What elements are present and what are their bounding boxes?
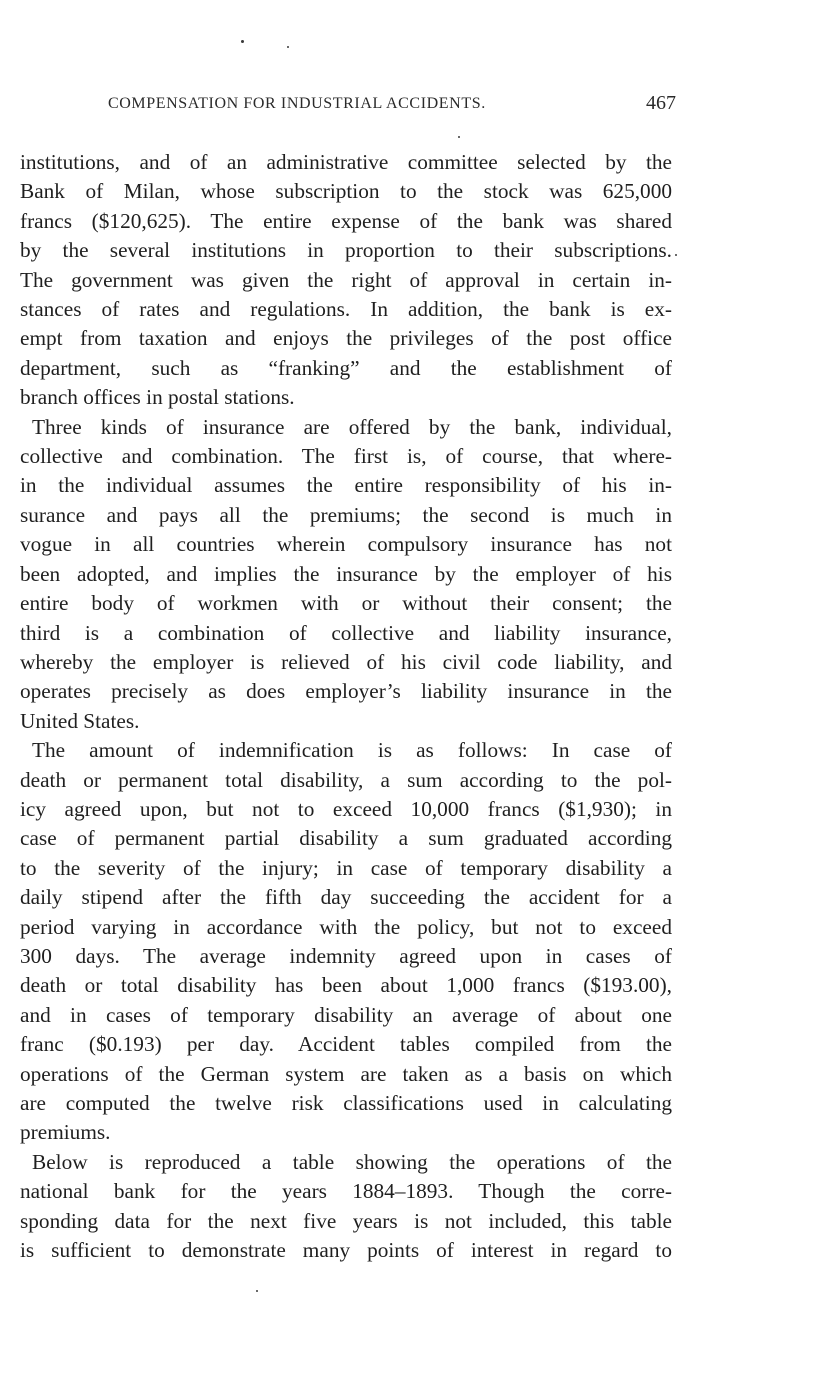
paragraph-4 (20, 1148, 672, 1266)
text-line: to the severity of the injury; in case of temporary disability a (20, 855, 672, 880)
text-line: third is a combination of collective and liability insurance, (20, 620, 672, 645)
body-text (20, 148, 672, 1265)
text-line: operations of the German system are taken as a basis on which (20, 1061, 672, 1086)
text-line: Three kinds of insurance are offered by the bank, individual, (32, 414, 672, 439)
text-line: death or permanent total disability, a sum according to the pol- (20, 767, 672, 792)
text-line: franc ($0.193) per day. Accident tables compiled from the (20, 1032, 672, 1057)
text-line: premiums. (20, 1120, 111, 1145)
text-line: The government was given the right of approval in certain in- (20, 267, 672, 292)
text-line: branch offices in postal stations. (20, 385, 295, 410)
text-line: daily stipend after the fifth day succeeding the accident for a (20, 885, 672, 910)
speck-mark (287, 46, 289, 48)
text-line: whereby the employer is relieved of his civil code liability, and (20, 649, 672, 674)
text-line: by the several institutions in proportion to their subscriptions. (20, 238, 672, 263)
text-line: francs ($120,625). The entire expense of the bank was shared (20, 208, 672, 233)
text-line: period varying in accordance with the policy, but not to exceed (20, 914, 672, 939)
text-line: entire body of workmen with or without their consent; the (20, 591, 672, 616)
page-header (108, 92, 676, 122)
text-line: empt from taxation and enjoys the privileges of the post office (20, 326, 672, 351)
text-line: Bank of Milan, whose subscription to the stock was 625,000 (20, 179, 672, 204)
text-line: sponding data for the next five years is not included, this table (20, 1208, 672, 1233)
paragraph-2 (20, 413, 672, 736)
text-line: 300 days. The average indemnity agreed upon in cases of (20, 943, 672, 968)
text-line: institutions, and of an administrative committee selected by the (20, 150, 672, 174)
text-line: case of permanent partial disability a sum graduated according (20, 826, 672, 851)
text-line: Below is reproduced a table showing the operations of the (32, 1149, 672, 1174)
text-line: collective and combination. The first is, of course, that where- (20, 444, 672, 469)
running-head: COMPENSATION FOR INDUSTRIAL ACCIDENTS. (108, 95, 486, 112)
text-line: vogue in all countries wherein compulsory insurance has not (20, 532, 672, 557)
text-line: United States. (20, 708, 140, 733)
text-line: national bank for the years 1884–1893. Though the corre- (20, 1179, 672, 1204)
text-line: icy agreed upon, but not to exceed 10,000 francs ($1,930); in (20, 796, 672, 821)
text-line: stances of rates and regulations. In addition, the bank is ex- (20, 297, 672, 322)
text-line: are computed the twelve risk classifications used in calculating (20, 1091, 672, 1115)
text-line: been adopted, and implies the insurance by the employer of his (20, 561, 672, 586)
speck-mark (241, 40, 244, 43)
paragraph-1 (20, 148, 672, 413)
text-line: The amount of indemnification is as follows: In case of (32, 738, 672, 763)
text-line: operates precisely as does employer’s liability insurance in the (20, 679, 672, 704)
speck-mark (458, 136, 460, 138)
paragraph-3 (20, 736, 672, 1148)
page-number: 467 (646, 92, 676, 114)
speck-mark (256, 1290, 258, 1292)
text-line: department, such as “franking” and the establishment of (20, 355, 672, 380)
speck-mark (675, 254, 677, 256)
text-line: surance and pays all the premiums; the second is much in (20, 502, 672, 527)
text-line: is sufficient to demonstrate many points of interest in regard to (20, 1238, 672, 1263)
text-line: and in cases of temporary disability an average of about one (20, 1002, 672, 1027)
text-line: in the individual assumes the entire responsibility of his in- (20, 473, 672, 498)
text-line: death or total disability has been about 1,000 francs ($193.00), (20, 973, 672, 998)
